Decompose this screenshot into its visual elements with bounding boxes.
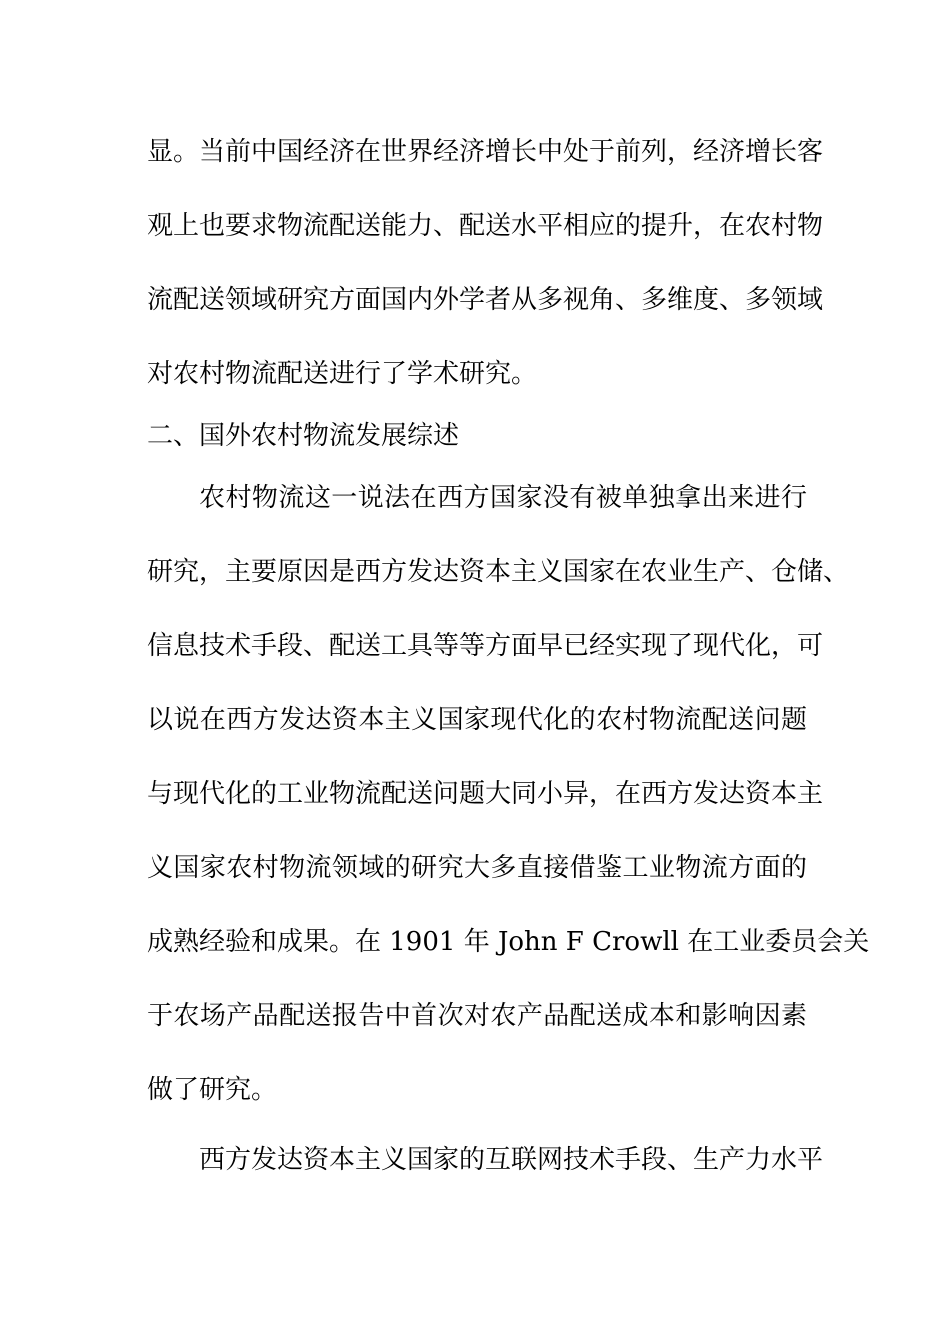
paragraph-2-line-2: 研究，主要原因是西方发达资本主义国家在农业生产、仓储、 [147, 557, 850, 587]
paragraph-1-line-4: 对农村物流配送进行了学术研究。 [147, 359, 538, 389]
paragraph-2-line-5: 与现代化的工业物流配送问题大同小异，在西方发达资本主 [147, 779, 824, 809]
paragraph-2-line-1: 农村物流这一说法在西方国家没有被单独拿出来进行 [199, 483, 807, 513]
paragraph-1-line-2: 观上也要求物流配送能力、配送水平相应的提升，在农村物 [147, 211, 824, 241]
paragraph-3-line-1: 西方发达资本主义国家的互联网技术手段、生产力水平 [199, 1145, 824, 1175]
paragraph-2-line-8: 于农场产品配送报告中首次对农产品配送成本和影响因素 [147, 1001, 807, 1031]
paragraph-2-line-6: 义国家农村物流领域的研究大多直接借鉴工业物流方面的 [147, 853, 807, 883]
section-heading: 二、国外农村物流发展综述 [147, 421, 460, 451]
paragraph-1-line-1: 显。当前中国经济在世界经济增长中处于前列，经济增长客 [147, 137, 824, 167]
paragraph-2-line-7: 成熟经验和成果。在 1901 年 John F Crowll 在工业委员会关 [147, 927, 870, 957]
paragraph-2-line-9: 做了研究。 [147, 1075, 278, 1105]
paragraph-2-line-4: 以说在西方发达资本主义国家现代化的农村物流配送问题 [147, 705, 807, 735]
paragraph-2-line-3: 信息技术手段、配送工具等等方面早已经实现了现代化，可 [147, 631, 824, 661]
paragraph-1-line-3: 流配送领域研究方面国内外学者从多视角、多维度、多领域 [147, 285, 824, 315]
